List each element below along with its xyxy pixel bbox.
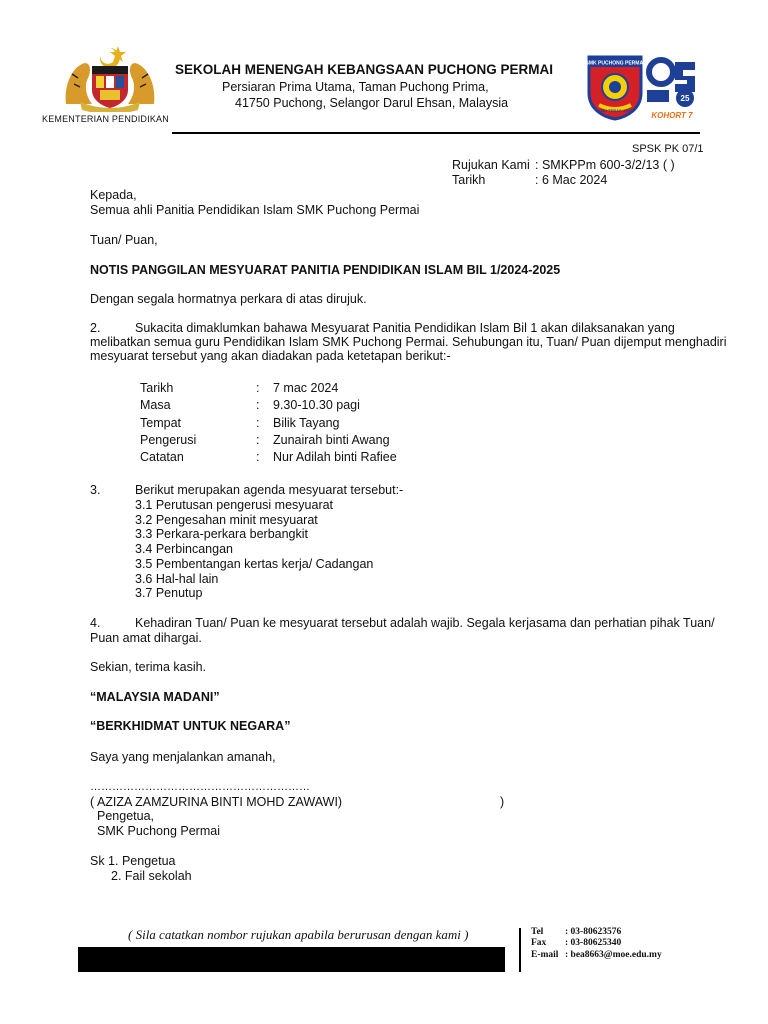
- closing-text: Sekian, terima kasih.: [90, 660, 207, 674]
- reference-code: SPSK PK 07/1: [632, 143, 704, 155]
- footer-separator: [519, 928, 521, 972]
- contact-email: E-mail : bea8663@moe.edu.my: [531, 950, 662, 960]
- cc-line2: 2. Fail sekolah: [111, 869, 192, 883]
- detail-value: 7 mac 2024: [273, 381, 339, 395]
- detail-value: 9.30-10.30 pagi: [273, 398, 360, 412]
- rujukan-label: Rujukan Kami: [452, 158, 530, 172]
- reference-rujukan-row: [452, 158, 675, 172]
- slogan-malaysia-madani: “MALAYSIA MADANI”: [90, 690, 220, 704]
- kohort-7-logo: [645, 52, 699, 122]
- detail-row-masa: Masa : 9.30-10.30 pagi: [140, 398, 360, 412]
- signer-close-paren: ): [500, 795, 505, 809]
- signature-line: ……………………………………………………: [90, 781, 310, 793]
- ministry-label: KEMENTERIAN PENDIDIKAN: [42, 114, 169, 122]
- detail-value: Bilik Tayang: [273, 416, 340, 430]
- para2-line3: mesyuarat tersebut yang akan diadakan pada ketetapan berikut:-: [90, 349, 451, 363]
- agenda-item: 3.2 Pengesahan minit mesyuarat: [135, 513, 318, 527]
- para4-number: 4.: [90, 616, 101, 630]
- signer-name: ( AZIZA ZAMZURINA BINTI MOHD ZAWAWI): [90, 795, 343, 809]
- detail-row-tempat: Tempat : Bilik Tayang: [140, 416, 340, 430]
- header-divider: [172, 132, 700, 134]
- amanah-text: Saya yang menjalankan amanah,: [90, 750, 276, 764]
- reference-tarikh-row: [452, 173, 607, 187]
- detail-row-catatan: Catatan : Nur Adilah binti Rafiee: [140, 450, 397, 464]
- agenda-item: 3.5 Pembentangan kertas kerja/ Cadangan: [135, 557, 374, 571]
- badge-bottom-text: ILMU TERAS JAYA: [597, 108, 633, 113]
- para2-line2: melibatkan semua guru Pendidikan Islam SMK Puchong Permai. Sehubungan itu, Tuan/ Puan dijemput menghadiri: [90, 335, 727, 349]
- detail-label: Pengerusi: [140, 433, 197, 447]
- kohort-number: 25: [680, 94, 690, 103]
- detail-label: Tarikh: [140, 381, 174, 395]
- detail-label: Masa: [140, 398, 171, 412]
- school-name: SEKOLAH MENENGAH KEBANGSAAN PUCHONG PERMAI: [175, 62, 554, 77]
- footer-bar: [78, 947, 505, 972]
- badge-top-text: SMK PUCHONG PERMAI: [585, 60, 645, 67]
- agenda-item: 3.7 Penutup: [135, 586, 203, 600]
- signer-school: SMK Puchong Permai: [97, 824, 220, 838]
- intro-paragraph: Dengan segala hormatnya perkara di atas dirujuk.: [90, 292, 367, 306]
- salutation: Tuan/ Puan,: [90, 233, 158, 247]
- letter-subject: NOTIS PANGGILAN MESYUARAT PANITIA PENDIDIKAN ISLAM BIL 1/2024-2025: [90, 263, 561, 277]
- contact-tel: Tel : 03-80623576: [531, 927, 622, 937]
- school-address-line1: Persiaran Prima Utama, Taman Puchong Prima,: [222, 80, 489, 94]
- agenda-item: 3.1 Perutusan pengerusi mesyuarat: [135, 498, 334, 512]
- school-badge-logo: [585, 53, 645, 121]
- agenda-item: 3.4 Perbincangan: [135, 542, 233, 556]
- para4-line2: Puan amat dihargai.: [90, 631, 202, 645]
- ministry-crest-logo: [62, 44, 158, 112]
- detail-value: Zunairah binti Awang: [273, 433, 390, 447]
- detail-value: Nur Adilah binti Rafiee: [273, 450, 397, 464]
- para3-text: Berikut merupakan agenda mesyuarat tersebut:-: [135, 483, 404, 497]
- slogan-berkhidmat: “BERKHIDMAT UNTUK NEGARA”: [90, 719, 291, 733]
- detail-label: Tempat: [140, 416, 181, 430]
- kohort-text: KOHORT 7: [651, 111, 693, 120]
- detail-row-pengerusi: Pengerusi : Zunairah binti Awang: [140, 433, 390, 447]
- para2-number: 2.: [90, 321, 101, 335]
- cc-line1: Sk 1. Pengetua: [90, 854, 176, 868]
- tarikh-value: : 6 Mac 2024: [535, 173, 608, 187]
- detail-row-tarikh: Tarikh : 7 mac 2024: [140, 381, 339, 395]
- tarikh-label: Tarikh: [452, 173, 486, 187]
- footer-note: ( Sila catatkan nombor rujukan apabila berurusan dengan kami ): [128, 927, 469, 942]
- para2-line1: Sukacita dimaklumkan bahawa Mesyuarat Panitia Pendidikan Islam Bil 1 akan dilaksanakan yang: [135, 321, 675, 335]
- para4-line1: Kehadiran Tuan/ Puan ke mesyuarat tersebut adalah wajib. Segala kerjasama dan perhatian pihak Tuan/: [135, 616, 715, 630]
- rujukan-value: : SMKPPm 600-3/2/13 ( ): [535, 158, 675, 172]
- agenda-item: 3.3 Perkara-perkara berbangkit: [135, 527, 309, 541]
- to-label: Kepada,: [90, 188, 137, 202]
- recipients: Semua ahli Panitia Pendidikan Islam SMK Puchong Permai: [90, 203, 420, 217]
- contact-fax: Fax : 03-80625340: [531, 938, 622, 948]
- agenda-item: 3.6 Hal-hal lain: [135, 572, 219, 586]
- detail-label: Catatan: [140, 450, 184, 464]
- signer-title: Pengetua,: [97, 809, 154, 823]
- school-address-line2: 41750 Puchong, Selangor Darul Ehsan, Malaysia: [235, 96, 509, 110]
- para3-number: 3.: [90, 483, 101, 497]
